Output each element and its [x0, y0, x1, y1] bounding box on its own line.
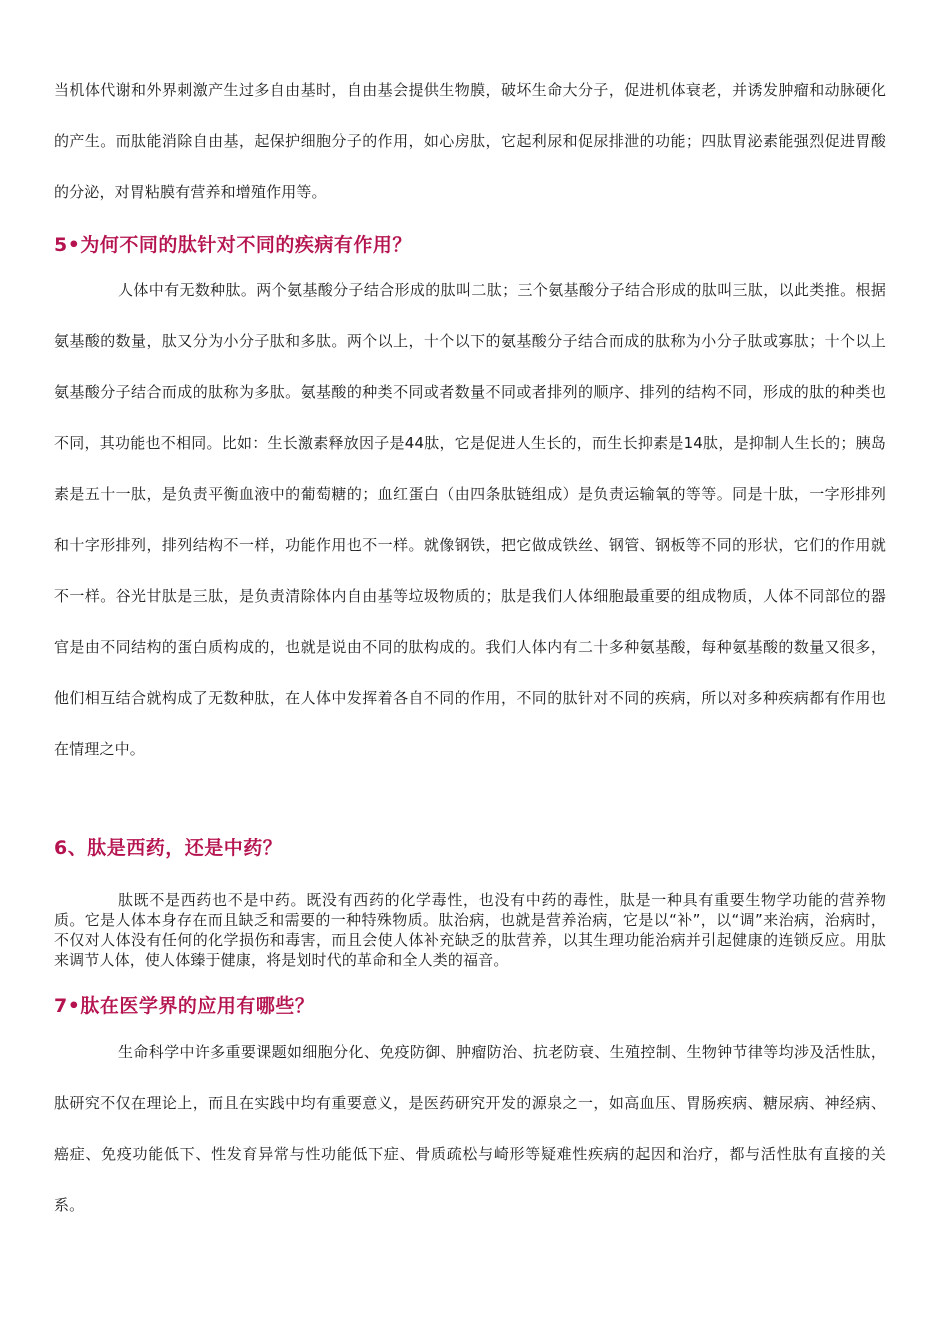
section-5-heading: 5•为何不同的肽针对不同的疾病有作用？	[54, 234, 412, 256]
section-5-paragraph: 人体中有无数种肽。两个氨基酸分子结合形成的肽叫二肽；三个氨基酸分子结合形成的肽叫三肽，以此类推。根据氨基酸的数量，肽又分为小分子肽和多肽。两个以上，十个以下的氨基酸分子结合而成的肽称为小分子肽或寡肽；十个以上氨基酸分子结合而成的肽称为多肽。氨基酸的种类不同或者数量不同或者排列的顺序、排列的结构不同，形成的肽的种类也不同，其功能也不相同。比如：生长激素释放因子是44肽，它是促进人生长的，而生长抑素是14肽，是抑制人生长的；胰岛素是五十一肽，是负责平衡血液中的葡萄糖的；血红蛋白（由四条肽链组成）是负责运输氧的等等。同是十肽，一字形排列和十字形排列，排列结构不一样，功能作用也不一样。就像钢铁，把它做成铁丝、钢管、钢板等不同的形状，它们的作用就不一样。谷光甘肽是三肽，是负责清除体内自由基等垃圾物质的；肽是我们人体细胞最重要的组成物质，人体不同部位的器官是由不同结构的蛋白质构成的，也就是说由不同的肽构成的。我们人体内有二十多种氨基酸，每种氨基酸的数量又很多，他们相互结合就构成了无数种肽，在人体中发挥着各自不同的作用，不同的肽针对不同的疾病，所以对多种疾病都有作用也在情理之中。	[54, 281, 886, 758]
intro-paragraph: 当机体代谢和外界刺激产生过多自由基时，自由基会提供生物膜，破坏生命大分子，促进机体衰老，并诱发肿瘤和动脉硬化的产生。而肽能消除自由基，起保护细胞分子的作用，如心房肽，它起利尿和促尿排泄的功能；四肽胃泌素能强烈促进胃酸的分泌，对胃粘膜有营养和增殖作用等。	[54, 81, 886, 201]
section-7-paragraph: 生命科学中许多重要课题如细胞分化、免疫防御、肿瘤防治、抗老防衰、生殖控制、生物钟节律等均涉及活性肽，肽研究不仅在理论上，而且在实践中均有重要意义，是医药研究开发的源泉之一，如高血压、胃肠疾病、糖尿病、神经病、癌症、免疫功能低下、性发育异常与性功能低下症、骨质疏松与崎形等疑难性疾病的起因和治疗，都与活性肽有直接的关系。	[54, 1043, 886, 1214]
section-6-paragraph: 肽既不是西药也不是中药。既没有西药的化学毒性，也没有中药的毒性，肽是一种具有重要生物学功能的营养物质。它是人体本身存在而且缺乏和需要的一种特殊物质。肽治病，也就是营养治病，它是以“补”，以“调”来治病，治病时，不仅对人体没有任何的化学损伤和毒害，而且会使人体补充缺乏的肽营养，以其生理功能治病并引起健康的连锁反应。用肽来调节人体，使人体臻于健康，将是划时代的革命和全人类的福音。	[54, 891, 886, 969]
section-7-heading: 7•肽在医学界的应用有哪些？	[54, 995, 315, 1017]
section-6-heading: 6、肽是西药，还是中药？	[54, 837, 283, 859]
